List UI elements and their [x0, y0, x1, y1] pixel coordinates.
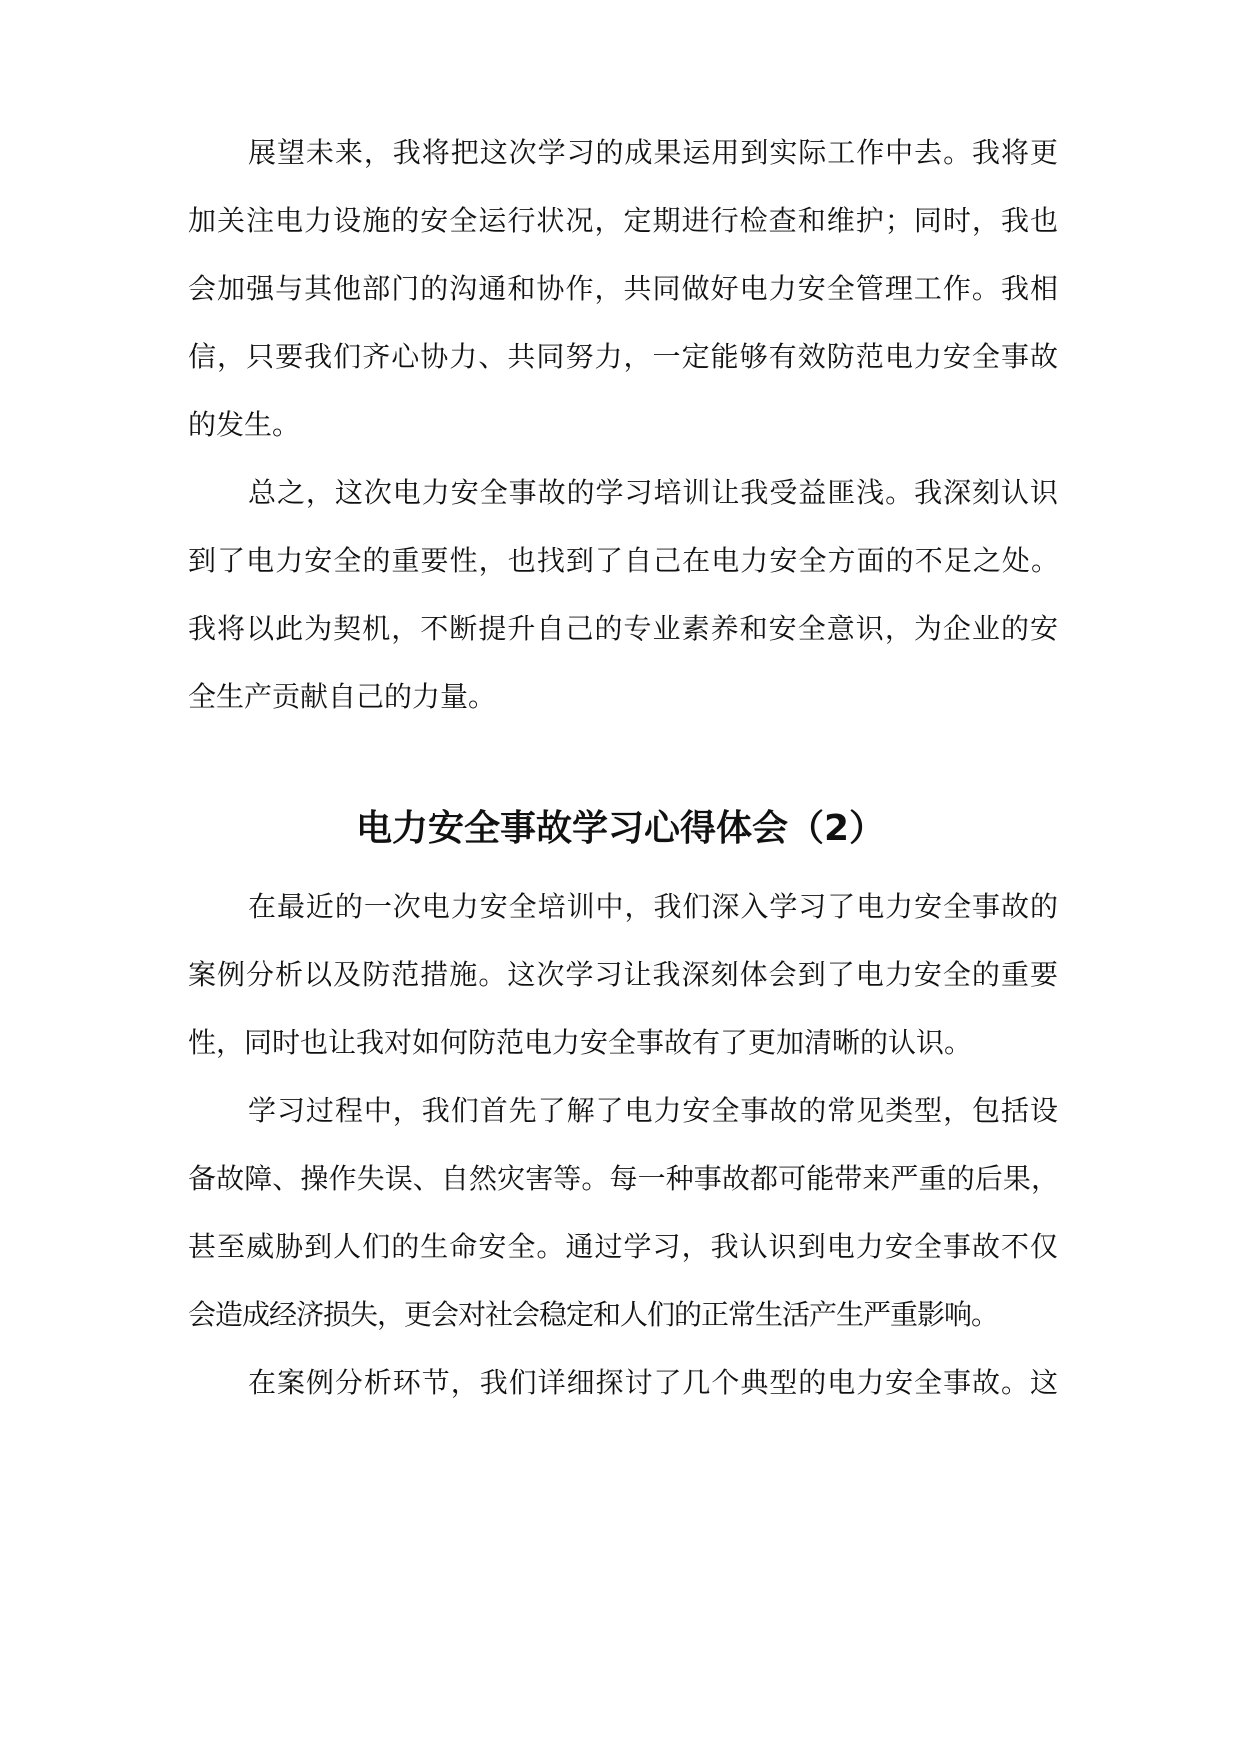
text-line: 在案例分析环节，我们详细探讨了几个典型的电力安全事故。这 — [248, 1366, 1058, 1399]
text-line: 我将以此为契机，不断提升自己的专业素养和安全意识，为企业的安 — [188, 612, 1058, 645]
text-line: 全生产贡献自己的力量。 — [188, 680, 497, 713]
text-line: 到了电力安全的重要性，也找到了自己在电力安全方面的不足之处。 — [188, 544, 1058, 577]
text-line: 会加强与其他部门的沟通和协作，共同做好电力安全管理工作。我相 — [188, 272, 1058, 305]
text-line: 甚至威胁到人们的生命安全。通过学习，我认识到电力安全事故不仅 — [188, 1230, 1058, 1263]
text-line: 加关注电力设施的安全运行状况，定期进行检查和维护；同时，我也 — [188, 204, 1058, 237]
text-line: 备故障、操作失误、自然灾害等。每一种事故都可能带来严重的后果， — [188, 1162, 1058, 1195]
text-line: 案例分析以及防范措施。这次学习让我深刻体会到了电力安全的重要 — [188, 958, 1058, 991]
text-line: 在最近的一次电力安全培训中，我们深入学习了电力安全事故的 — [248, 890, 1058, 923]
text-line: 会造成经济损失，更会对社会稳定和人们的正常生活产生严重影响。 — [188, 1298, 999, 1331]
text-line: 信，只要我们齐心协力、共同努力，一定能够有效防范电力安全事故 — [188, 340, 1058, 373]
text-line: 总之，这次电力安全事故的学习培训让我受益匪浅。我深刻认识 — [248, 476, 1058, 509]
text-line: 展望未来，我将把这次学习的成果运用到实际工作中去。我将更 — [248, 136, 1058, 169]
text-line: 性，同时也让我对如何防范电力安全事故有了更加清晰的认识。 — [188, 1026, 973, 1059]
text-line: 学习过程中，我们首先了解了电力安全事故的常见类型，包括设 — [248, 1094, 1058, 1127]
section-title: 电力安全事故学习心得体会（2） — [355, 808, 886, 849]
text-line: 的发生。 — [188, 408, 301, 441]
